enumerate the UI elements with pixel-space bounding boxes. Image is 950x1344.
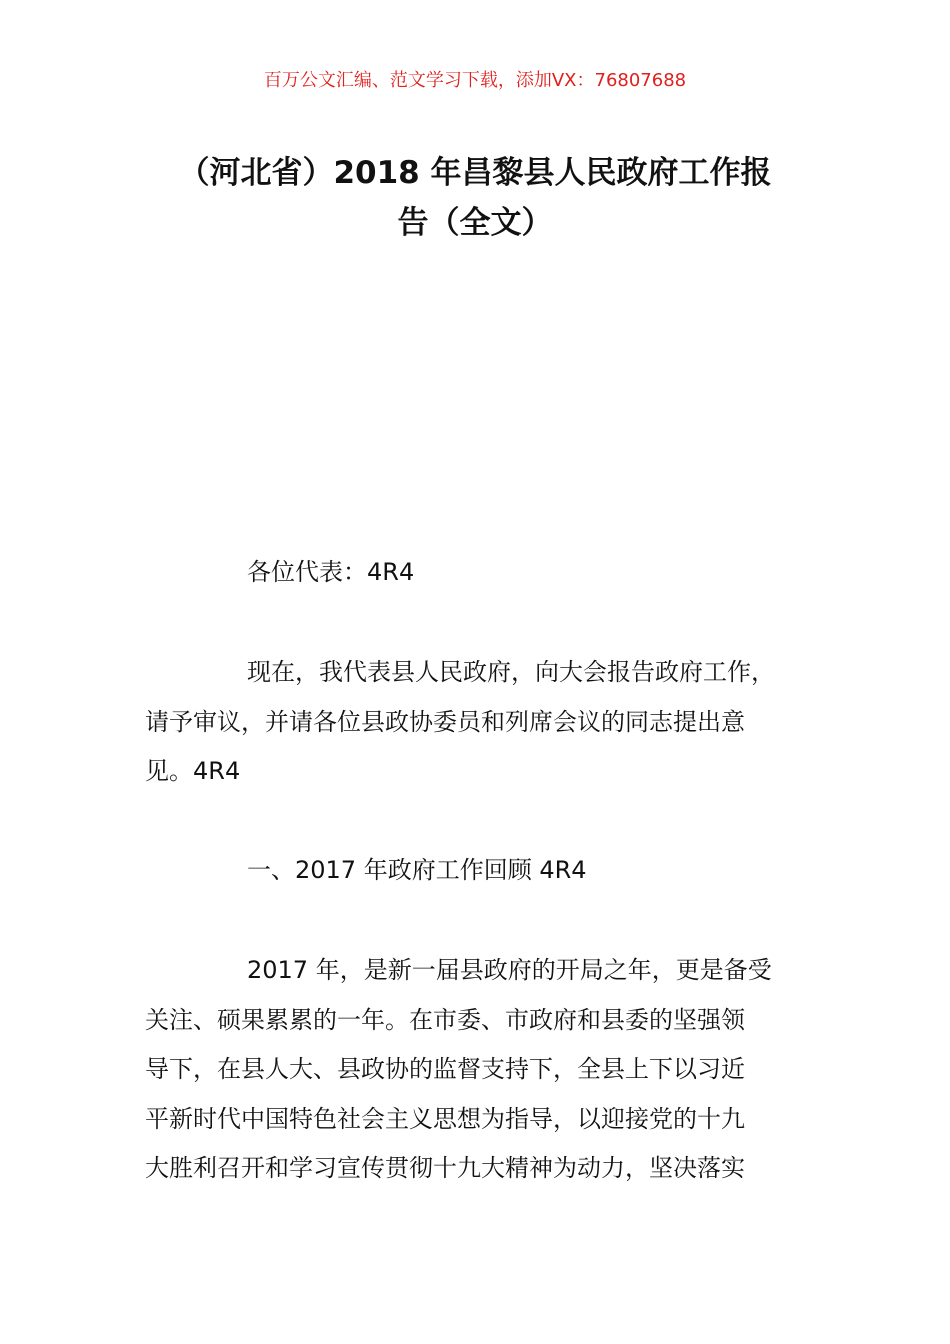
watermark-header: 百万公文汇编、范文学习下载，添加VX：76807688	[263, 70, 687, 91]
intro-line-1: 现在，我代表县人民政府，向大会报告政府工作，	[247, 658, 775, 686]
section-heading: 一、2017 年政府工作回顾 4R4	[247, 856, 587, 884]
review-line-3: 导下，在县人大、县政协的监督支持下，全县上下以习近	[145, 1055, 745, 1083]
document-title	[0, 148, 950, 248]
review-line-2: 关注、硕果累累的一年。在市委、市政府和县委的坚强领	[145, 1005, 745, 1034]
salutation-paragraph	[145, 548, 825, 598]
review-paragraph	[145, 946, 825, 1194]
review-line-1: 2017 年，是新一届县政府的开局之年，更是备受	[247, 956, 772, 984]
salutation-text: 各位代表：4R4	[247, 558, 415, 586]
intro-line-3: 见。4R4	[145, 757, 241, 785]
intro-paragraph	[145, 648, 825, 797]
review-line-5: 大胜利召开和学习宣传贯彻十九大精神为动力，坚决落实	[145, 1154, 745, 1182]
title-line-1: （河北省）2018 年昌黎县人民政府工作报	[178, 155, 772, 191]
review-line-4: 平新时代中国特色社会主义思想为指导，以迎接党的十九	[145, 1104, 745, 1133]
section-heading-paragraph	[145, 846, 825, 896]
title-line-2: 告（全文）	[397, 205, 553, 241]
intro-line-2: 请予审议，并请各位县政协委员和列席会议的同志提出意	[145, 707, 745, 736]
